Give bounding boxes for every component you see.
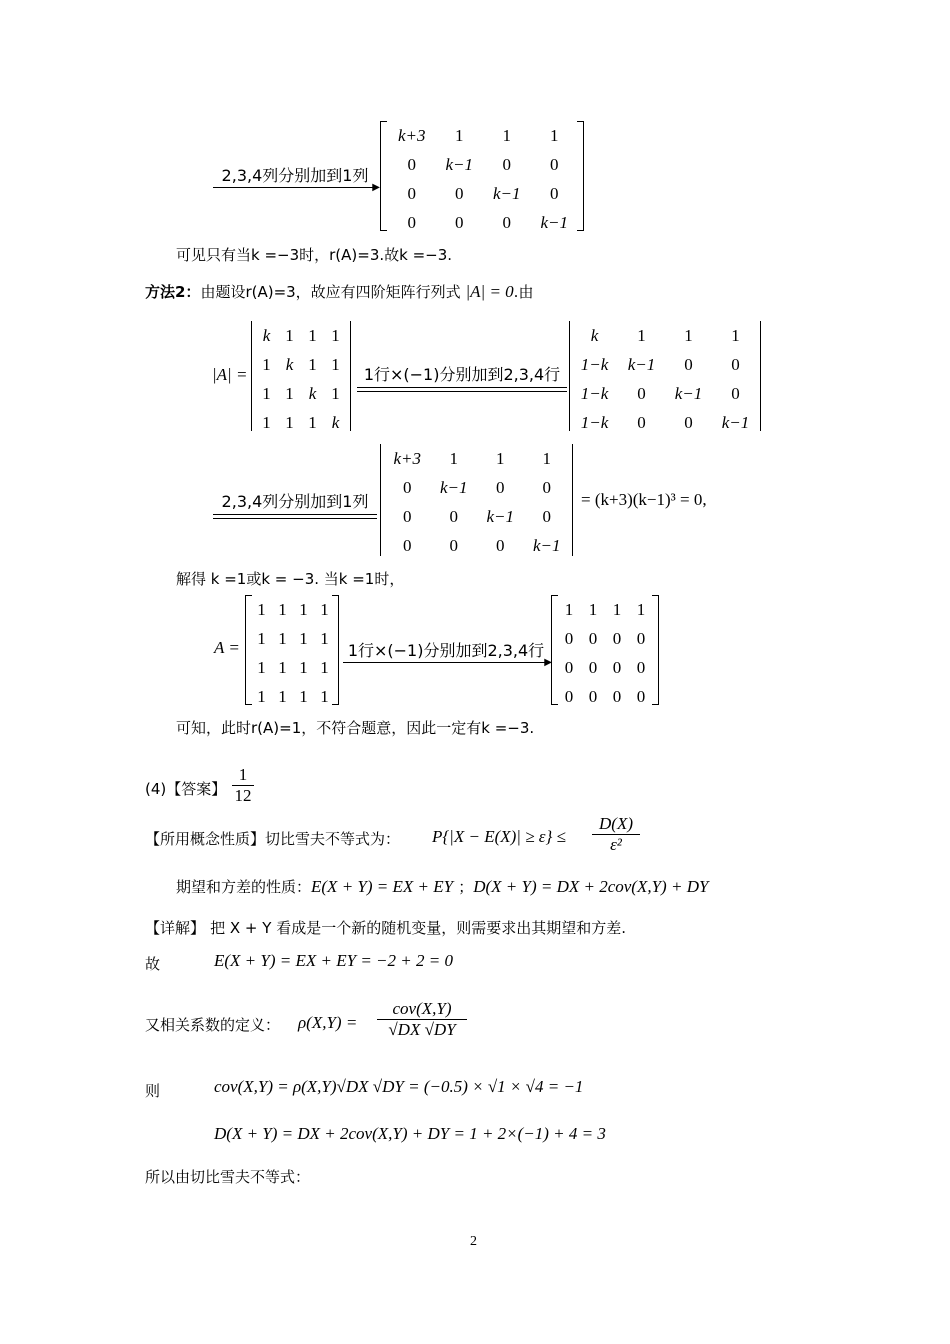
- cheb-num: D(X): [599, 814, 633, 833]
- determinant-1-cell: k: [262, 325, 271, 345]
- determinant-1-cell: 1: [308, 325, 317, 345]
- determinant-3-cell: k+3: [393, 448, 422, 468]
- determinant-2-row: [571, 408, 759, 437]
- q4-prefix: (4)【答案】: [145, 780, 227, 798]
- corr-den: √DX √DY: [377, 1019, 467, 1040]
- determinant-1-cell: 1: [262, 354, 271, 374]
- determinant-1-cell: 1: [331, 354, 340, 374]
- determinant-2-cell: k: [590, 325, 599, 345]
- determinant-1-cell: 1: [308, 354, 317, 374]
- corr-lhs: ρ(X,Y) =: [298, 1013, 358, 1032]
- determinant-2-cell: 1: [637, 325, 646, 345]
- matrix-1-cell: k+3: [397, 125, 426, 145]
- ze-label: 则: [145, 1082, 161, 1100]
- determinant-3-cell: 1: [449, 448, 458, 468]
- matrix-B-cell: 0: [636, 657, 646, 677]
- determinant-3-cell: k−1: [439, 477, 468, 497]
- var-eq: D(X + Y) = DX + 2cov(X,Y) + DY = 1 + 2×(−1) + 4 = 3: [214, 1124, 606, 1143]
- matrix-1-cell: 0: [407, 183, 416, 203]
- determinant-2-cell: 1−k: [580, 354, 609, 374]
- page-number: 2: [470, 1234, 477, 1249]
- matrix-1-cell: 1: [502, 125, 511, 145]
- matrix-B-cell: 0: [564, 628, 574, 648]
- determinant-2-row: [571, 350, 759, 379]
- props-sep: ；: [458, 878, 474, 896]
- matrix-B-row: [557, 624, 653, 653]
- determinant-2-row: [571, 379, 759, 408]
- determinant-2-cell: 0: [731, 383, 740, 403]
- cheb-lhs: P{|X − E(X)| ≥ ε} ≤: [432, 827, 566, 846]
- props-label: 期望和方差的性质：: [176, 878, 312, 896]
- matrix-B-cell: 0: [588, 686, 598, 706]
- determinant-3-cell: 0: [403, 535, 412, 555]
- determinant-1-cell: 1: [285, 412, 294, 432]
- matrix-A-cell: 1: [257, 628, 266, 648]
- detail-text: 把 X + Y 看成是一个新的随机变量，则需要求出其期望和方差.: [210, 919, 626, 937]
- q4-answer-den: 12: [232, 785, 254, 806]
- determinant-2-cell: 0: [684, 412, 693, 432]
- matrix-B-cell: 1: [636, 599, 646, 619]
- corr-label: 又相关系数的定义：: [145, 1016, 281, 1034]
- matrix-1-cell: 1: [455, 125, 464, 145]
- method2-det-eq: |A| = 0: [465, 282, 514, 301]
- determinant-2-cell: k−1: [627, 354, 656, 374]
- determinant-1-row: [255, 321, 347, 350]
- determinant-3-cell: 0: [403, 477, 412, 497]
- matrix-1-cell: 1: [550, 125, 559, 145]
- determinant-3-cell: 0: [542, 506, 551, 526]
- determinant-3-cell: 1: [496, 448, 505, 468]
- determinant-3: [380, 444, 573, 556]
- conclusion-2: 可知，此时r(A)=1，不符合题意，因此一定有k =−3.: [176, 719, 535, 737]
- matA-lhs: A =: [214, 638, 240, 657]
- determinant-2-cell: 0: [637, 412, 646, 432]
- matrix-1-cell: 0: [407, 154, 416, 174]
- matrix-A-cell: 1: [278, 686, 287, 706]
- determinant-2-cell: 1: [731, 325, 740, 345]
- prop2: D(X + Y) = DX + 2cov(X,Y) + DY: [473, 877, 709, 896]
- determinant-1-cell: 1: [308, 412, 317, 432]
- method2-label: 方法2：: [145, 283, 201, 301]
- det-result: = (k+3)(k−1)³ = 0,: [581, 490, 707, 509]
- matrix-1-cell: k−1: [445, 154, 474, 174]
- determinant-1-row: [255, 408, 347, 437]
- determinant-3-cell: 0: [449, 535, 458, 555]
- matrix-A-row: [251, 595, 335, 624]
- determinant-3-cell: k−1: [532, 535, 561, 555]
- determinant-2-cell: 0: [684, 354, 693, 374]
- matrix-B-cell: 0: [636, 686, 646, 706]
- matrix-A: [245, 595, 339, 705]
- determinant-1-cell: 1: [331, 383, 340, 403]
- matrix-B-row: [557, 595, 653, 624]
- determinant-3-row: [384, 531, 570, 560]
- method2-line: [145, 281, 533, 302]
- conclusion-1: 可见只有当k =−3时，r(A)=3.故k =−3.: [176, 246, 453, 264]
- determinant-2-cell: k−1: [674, 383, 703, 403]
- matrix-1-cell: 0: [502, 212, 511, 232]
- matrix-B-cell: 0: [588, 657, 598, 677]
- matrix-1-row: [388, 150, 578, 179]
- row-op-arrow-2: 1行×(−1)分别加到2,3,4行 ▶: [343, 638, 549, 668]
- row-op-arrow-1: [357, 362, 567, 396]
- matrix-A-cell: 1: [257, 657, 266, 677]
- matrix-B-cell: 1: [588, 599, 598, 619]
- matrix-B-cell: 0: [612, 628, 622, 648]
- matrix-1: [380, 121, 584, 231]
- col-op-arrow-1: 2,3,4列分别加到1列 ▶: [213, 163, 377, 193]
- corr-num: cov(X,Y): [392, 999, 452, 1018]
- expectation-eq: E(X + Y) = EX + EY = −2 + 2 = 0: [214, 951, 453, 970]
- determinant-2: [569, 321, 761, 431]
- determinant-1-cell: 1: [285, 325, 294, 345]
- determinant-2-cell: 1: [684, 325, 693, 345]
- matrix-1-cell: 0: [550, 183, 559, 203]
- cheb-fraction: [592, 814, 640, 855]
- determinant-3-row: [384, 444, 570, 473]
- matrix-1-row: [388, 179, 578, 208]
- col-op-label-2: 2,3,4列分别加到1列: [221, 492, 369, 511]
- det-lhs: |A| =: [212, 365, 248, 384]
- matrix-A-cell: 1: [299, 657, 308, 677]
- method2-tail: .由: [513, 283, 534, 301]
- matrix-A-cell: 1: [278, 657, 287, 677]
- determinant-3-cell: 0: [403, 506, 412, 526]
- matrix-1-cell: k−1: [540, 212, 569, 232]
- row-op-label-2: 1行×(−1)分别加到2,3,4行: [347, 641, 545, 660]
- determinant-1-cell: k: [331, 412, 340, 432]
- matrix-A-cell: 1: [299, 628, 308, 648]
- matrix-B: [551, 595, 659, 705]
- cheb-den: ε²: [592, 834, 640, 855]
- matrix-B-row: [557, 682, 653, 711]
- matrix-1-cell: 0: [502, 154, 511, 174]
- determinant-3-row: [384, 502, 570, 531]
- determinant-3-cell: 0: [496, 535, 505, 555]
- matrix-1-cell: k−1: [492, 183, 521, 203]
- col-op-arrow-2: [213, 489, 377, 523]
- matrix-A-cell: 1: [299, 599, 308, 619]
- gu-label: 故: [145, 955, 161, 973]
- props-line: [176, 876, 708, 897]
- determinant-3-cell: k−1: [486, 506, 515, 526]
- determinant-3-cell: 0: [542, 477, 551, 497]
- matrix-B-cell: 0: [564, 686, 574, 706]
- matrix-1-row: [388, 121, 578, 150]
- determinant-1: [251, 321, 351, 431]
- determinant-1-cell: 1: [262, 412, 271, 432]
- matrix-A-cell: 1: [257, 686, 266, 706]
- matrix-A-cell: 1: [320, 686, 329, 706]
- determinant-1-row: [255, 379, 347, 408]
- matrix-A-cell: 1: [320, 657, 329, 677]
- detail-label: 【详解】: [145, 919, 206, 937]
- matrix-1-cell: 0: [455, 212, 464, 232]
- matrix-B-cell: 0: [612, 657, 622, 677]
- detail-line: [145, 917, 626, 938]
- corr-fraction: [377, 999, 467, 1040]
- matrix-1-cell: 0: [455, 183, 464, 203]
- determinant-3-row: [384, 473, 570, 502]
- determinant-1-cell: k: [308, 383, 317, 403]
- determinant-1-cell: 1: [285, 383, 294, 403]
- col-op-label-1: 2,3,4列分别加到1列: [221, 166, 369, 185]
- matrix-B-cell: 1: [612, 599, 622, 619]
- determinant-2-row: [571, 321, 759, 350]
- determinant-1-cell: 1: [262, 383, 271, 403]
- determinant-1-cell: 1: [331, 325, 340, 345]
- matrix-B-cell: 0: [636, 628, 646, 648]
- q4-answer-num: 1: [238, 765, 248, 784]
- matrix-B-cell: 1: [564, 599, 574, 619]
- determinant-2-cell: k−1: [721, 412, 750, 432]
- matrix-A-cell: 1: [257, 599, 266, 619]
- determinant-2-cell: 1−k: [580, 412, 609, 432]
- matrix-A-cell: 1: [299, 686, 308, 706]
- matrix-1-cell: 0: [407, 212, 416, 232]
- determinant-2-cell: 0: [731, 354, 740, 374]
- determinant-1-cell: k: [285, 354, 294, 374]
- matrix-B-cell: 0: [612, 686, 622, 706]
- solve-line: 解得 k =1或k = −3. 当k =1时，: [176, 570, 405, 588]
- matrix-A-cell: 1: [320, 628, 329, 648]
- final-line: 所以由切比雪夫不等式：: [145, 1168, 311, 1186]
- matrix-A-cell: 1: [278, 628, 287, 648]
- q4-answer-fraction: [232, 765, 254, 806]
- row-op-label-1: 1行×(−1)分别加到2,3,4行: [363, 365, 561, 384]
- concept-label: 【所用概念性质】切比雪夫不等式为：: [145, 830, 401, 848]
- matrix-B-cell: 0: [588, 628, 598, 648]
- determinant-3-cell: 0: [496, 477, 505, 497]
- matrix-A-row: [251, 653, 335, 682]
- determinant-3-cell: 1: [542, 448, 551, 468]
- method2-text: 由题设r(A)=3，故应有四阶矩阵行列式: [200, 283, 461, 301]
- matrix-A-cell: 1: [320, 599, 329, 619]
- determinant-2-cell: 0: [637, 383, 646, 403]
- determinant-1-row: [255, 350, 347, 379]
- matrix-B-row: [557, 653, 653, 682]
- matrix-1-cell: 0: [550, 154, 559, 174]
- determinant-3-cell: 0: [449, 506, 458, 526]
- matrix-1-row: [388, 208, 578, 237]
- matrix-B-cell: 0: [564, 657, 574, 677]
- prop1: E(X + Y) = EX + EY: [311, 877, 454, 896]
- matrix-A-row: [251, 624, 335, 653]
- matrix-A-cell: 1: [278, 599, 287, 619]
- determinant-2-cell: 1−k: [580, 383, 609, 403]
- matrix-A-row: [251, 682, 335, 711]
- cov-eq: cov(X,Y) = ρ(X,Y)√DX √DY = (−0.5) × √1 × √4 = −1: [214, 1077, 584, 1096]
